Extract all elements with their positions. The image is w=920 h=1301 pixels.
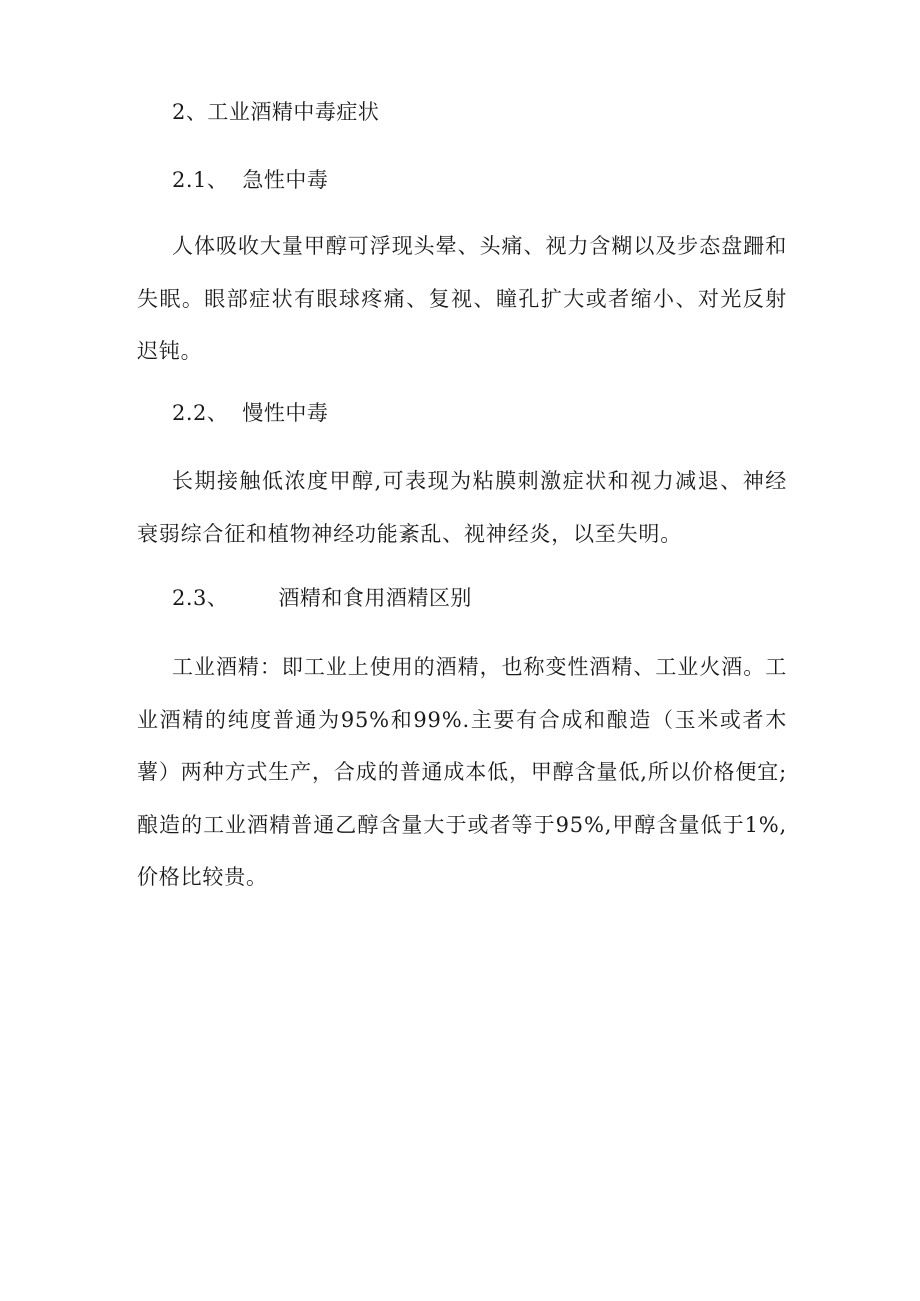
subsection-title: 慢性中毒 [242, 401, 329, 425]
section-heading-text: 2、工业酒精中毒症状 [172, 100, 380, 124]
subsection-title: 酒精和食用酒精区别 [278, 586, 472, 610]
paragraph-acute-poisoning: 人体吸收大量甲醇可浮现头晕、头痛、视力含糊以及步态盘跚和失眠。眼部症状有眼球疼痛、复视、瞳孔扩大或者缩小、对光反射迟钝。 [137, 234, 787, 363]
paragraph-chronic-poisoning: 长期接触低浓度甲醇,可表现为粘膜刺激症状和视力减退、神经衰弱综合征和植物神经功能紊乱、视神经炎，以至失明。 [137, 469, 787, 546]
subsection-title: 急性中毒 [242, 168, 329, 192]
subsection-heading-2-2 [172, 400, 328, 426]
paragraph-alcohol-difference: 工业酒精：即工业上使用的酒精，也称变性酒精、工业火酒。工业酒精的纯度普通为95%和99%.主要有合成和酿造（玉米或者木薯）两种方式生产，合成的普通成本低，甲醇含量低,所以价格便宜;酿造的工业酒精普通乙醇含量大于或者等于95%,甲醇含量低于1%,价格比较贵。 [137, 655, 787, 889]
subsection-number: 2.1、 [172, 168, 229, 192]
subsection-heading-2-1 [172, 167, 328, 193]
subsection-number: 2.2、 [172, 401, 229, 425]
section-heading [172, 99, 379, 125]
subsection-number: 2.3、 [172, 586, 229, 610]
subsection-heading-2-3 [172, 585, 472, 611]
